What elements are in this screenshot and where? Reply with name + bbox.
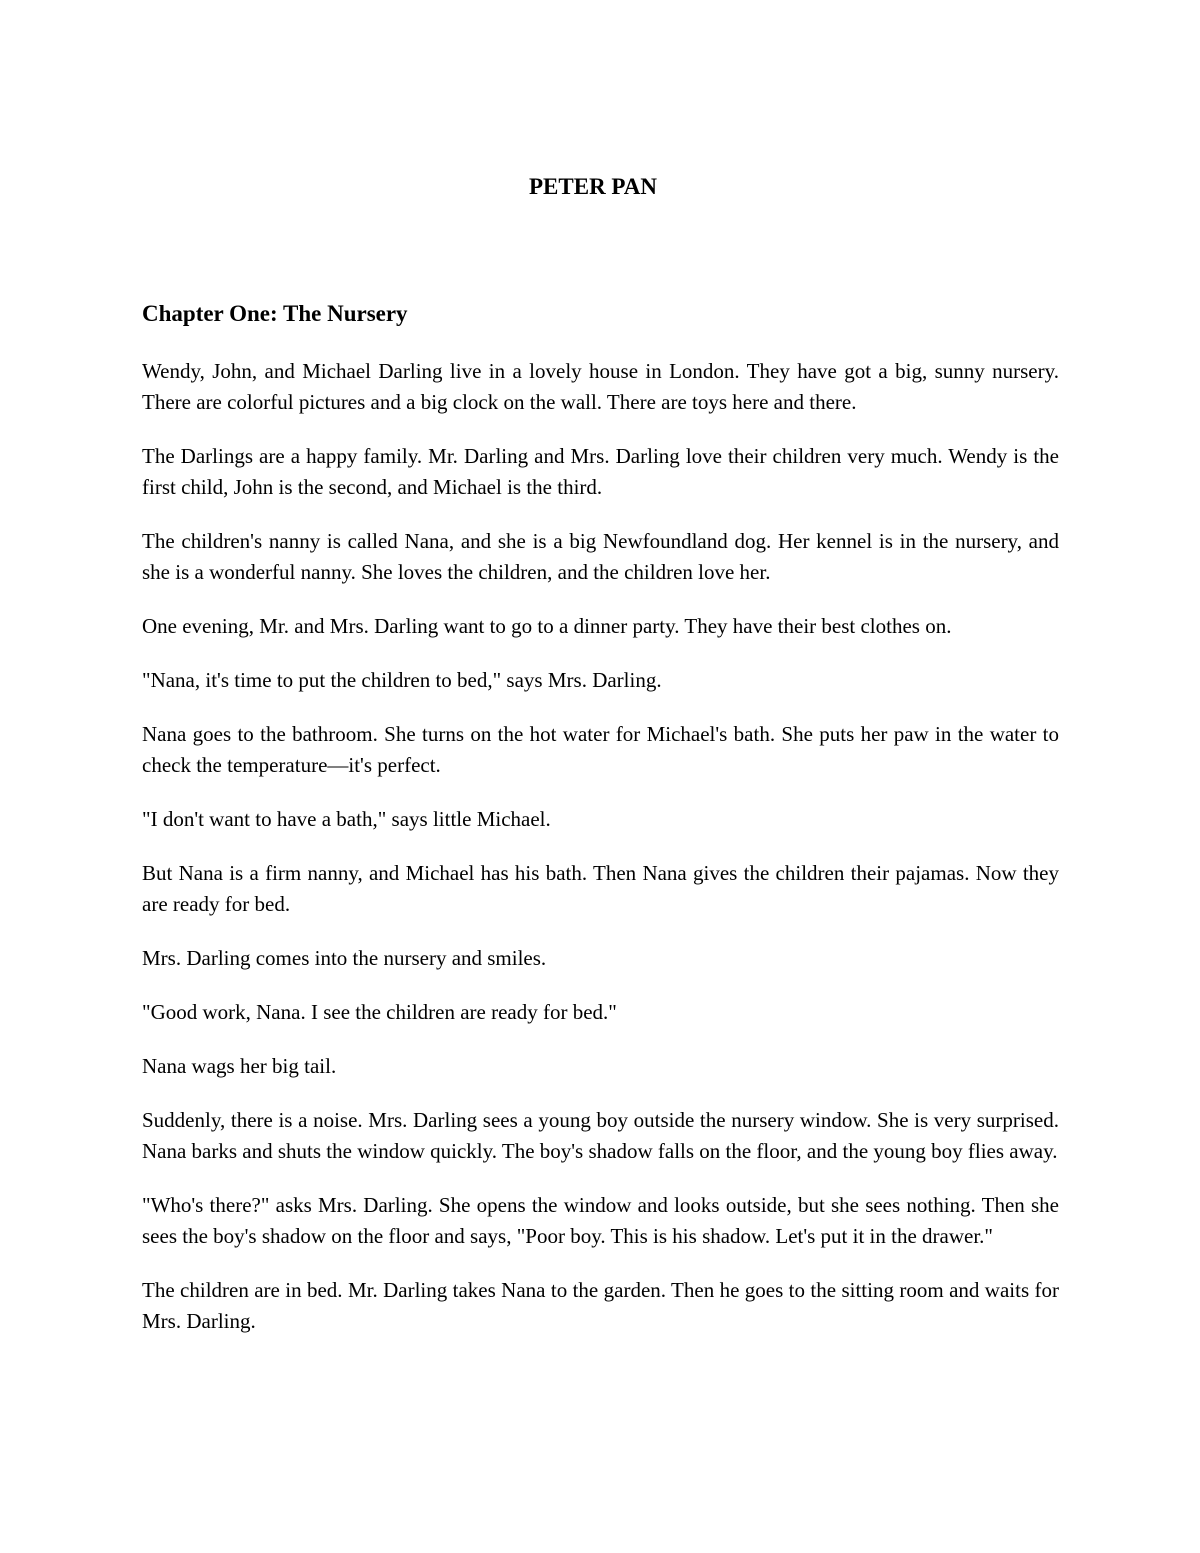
paragraph-10: "Good work, Nana. I see the children are ready for bed." (142, 1000, 617, 1024)
paragraph-7: "I don't want to have a bath," says little Michael. (142, 807, 551, 831)
paragraph-9: Mrs. Darling comes into the nursery and smiles. (142, 946, 547, 970)
paragraph-11: Nana wags her big tail. (142, 1054, 337, 1078)
paragraph-2: The Darlings are a happy family. Mr. Darling and Mrs. Darling love their children very much. Wendy is the first child, John is the second, and Michael is the third. (142, 444, 1059, 499)
paragraph-13: "Who's there?" asks Mrs. Darling. She opens the window and looks outside, but she sees nothing. Then she sees the boy's shadow on the floor and says, "Poor boy. This is his shadow. Let's put it in the drawer." (142, 1193, 1059, 1248)
paragraph-5: "Nana, it's time to put the children to bed," says Mrs. Darling. (142, 668, 662, 692)
paragraph-4: One evening, Mr. and Mrs. Darling want to go to a dinner party. They have their best clothes on. (142, 614, 952, 638)
chapter-heading: Chapter One: The Nursery (142, 301, 408, 326)
body-text (142, 356, 1059, 1360)
paragraph-1: Wendy, John, and Michael Darling live in a lovely house in London. They have got a big, sunny nursery. There are colorful pictures and a big clock on the wall. There are toys here and there. (142, 359, 1059, 414)
document-title: PETER PAN (529, 174, 657, 199)
paragraph-14: The children are in bed. Mr. Darling takes Nana to the garden. Then he goes to the sitting room and waits for Mrs. Darling. (142, 1278, 1059, 1333)
paragraph-3: The children's nanny is called Nana, and she is a big Newfoundland dog. Her kennel is in the nursery, and she is a wonderful nanny. She loves the children, and the children love her. (142, 529, 1059, 584)
paragraph-12: Suddenly, there is a noise. Mrs. Darling sees a young boy outside the nursery window. She is very surprised. Nana barks and shuts the window quickly. The boy's shadow falls on the floor, and the young boy flies away. (142, 1108, 1059, 1163)
paragraph-8: But Nana is a firm nanny, and Michael has his bath. Then Nana gives the children their pajamas. Now they are ready for bed. (142, 861, 1059, 916)
paragraph-6: Nana goes to the bathroom. She turns on the hot water for Michael's bath. She puts her paw in the water to check the temperature—it's perfect. (142, 722, 1059, 777)
